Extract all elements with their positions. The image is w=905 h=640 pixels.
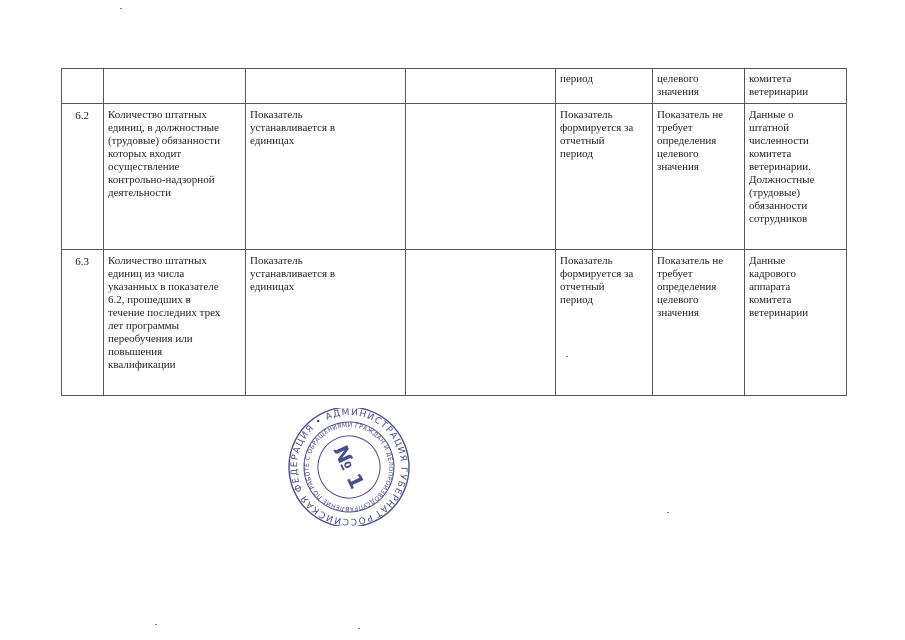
- seal-number: № 1: [328, 441, 370, 493]
- cell-source: комитета ветеринарии: [745, 69, 847, 104]
- indicators-table: [61, 68, 847, 396]
- indicator-target: Показатель не требует определения целевого значения: [653, 250, 745, 396]
- cell-name: [104, 69, 246, 104]
- indicator-name: Количество штатных единиц из числа указанных в показателе 6.2, прошедших в течение последних трех лет программы переобучения или повышения квалификации: [104, 250, 246, 396]
- indicator-period: Показатель формируется за отчетный период: [556, 104, 653, 250]
- indicator-source: Данные о штатной численности комитета ветеринарии. Должностные (трудовые) обязанности сотрудников: [745, 104, 847, 250]
- official-seal: [285, 408, 413, 526]
- seal-inner-text: УПРАВЛЕНИЕ ПО РАБОТЕ С ОБРАЩЕНИЯМИ ГРАЖДАН И ДЕЛОПРОИЗВОДСТВОМ: [303, 421, 395, 513]
- indicator-formula: [406, 104, 556, 250]
- row-number: 6.3: [62, 250, 104, 396]
- table-row: [62, 104, 847, 250]
- indicator-name: Количество штатных единиц, в должностные (трудовые) обязанности которых входит осуществление контрольно-надзорной деятельности: [104, 104, 246, 250]
- indicator-target: Показатель не требует определения целевого значения: [653, 104, 745, 250]
- scan-speck: [155, 624, 157, 625]
- indicator-unit: Показатель устанавливается в единицах: [246, 104, 406, 250]
- cell-target: целевого значения: [653, 69, 745, 104]
- table-row: [62, 250, 847, 396]
- indicator-source: Данные кадрового аппарата комитета ветеринарии: [745, 250, 847, 396]
- indicator-period: Показатель формируется за отчетный период: [556, 250, 653, 396]
- indicator-unit: Показатель устанавливается в единицах: [246, 250, 406, 396]
- seal-outer-text: РОССИЙСКАЯ ФЕДЕРАЦИЯ • АДМИНИСТРАЦИЯ ГУБЕРНАТОРА: [289, 408, 409, 526]
- scan-speck: [566, 356, 568, 357]
- cell-formula: [406, 69, 556, 104]
- cell-num: [62, 69, 104, 104]
- scan-speck: [358, 628, 360, 629]
- scan-speck: [120, 8, 122, 9]
- table-row-continuation: [62, 69, 847, 104]
- scan-speck: [667, 512, 669, 513]
- cell-unit: [246, 69, 406, 104]
- indicator-formula: [406, 250, 556, 396]
- cell-period: период: [556, 69, 653, 104]
- row-number: 6.2: [62, 104, 104, 250]
